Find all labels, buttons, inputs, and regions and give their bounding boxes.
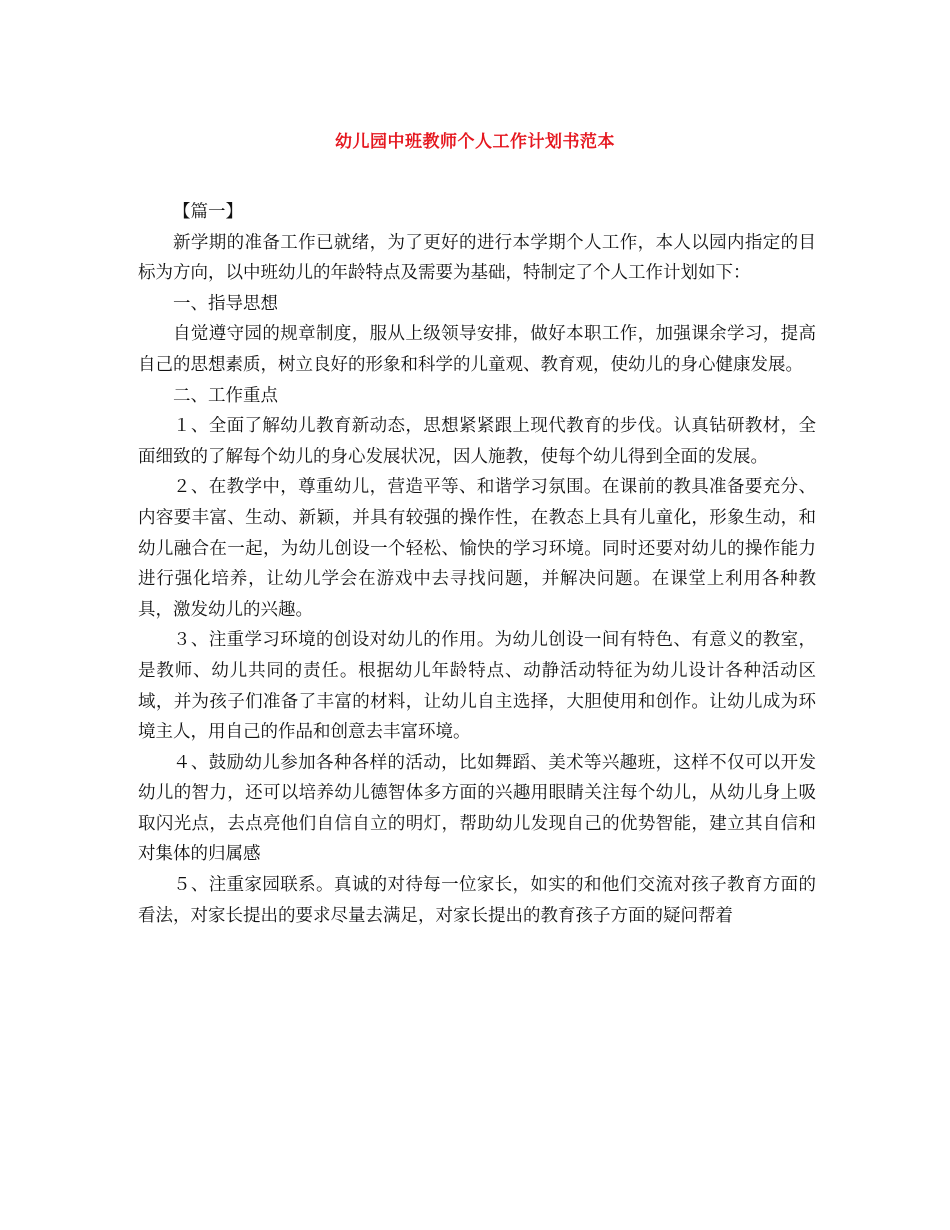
focus-item-3: ３、注重学习环境的创设对幼儿的作用。为幼儿创设一间有特色、有意义的教室，是教师、幼儿共同的责任。根据幼儿年龄特点、动静活动特征为幼儿设计各种活动区域，并为孩子们准备了丰富的材料，让幼儿自主选择，大胆使用和创作。让幼儿成为环境主人，用自己的作品和创意去丰富环境。 bbox=[138, 630, 816, 743]
heading-work-focus: 二、工作重点 bbox=[173, 385, 278, 406]
focus-item-2: ２、在教学中，尊重幼儿，营造平等、和谐学习氛围。在课前的教具准备要充分、内容要丰富、生动、新颖，并具有较强的操作性，在教态上具有儿童化，形象生动，和幼儿融合在一起，为幼儿创设一个轻松、愉快的学习环境。同时还要对幼儿的操作能力进行强化培养，让幼儿学会在游戏中去寻找问题，并解决问题。在课堂上利用各种教具，激发幼儿的兴趣。 bbox=[138, 477, 816, 620]
focus-item-5: ５、注重家园联系。真诚的对待每一位家长，如实的和他们交流对孩子教育方面的看法，对家长提出的要求尽量去满足，对家长提出的教育孩子方面的疑问帮着 bbox=[138, 875, 816, 926]
intro-paragraph: 新学期的准备工作已就绪，为了更好的进行本学期个人工作，本人以园内指定的目标为方向，以中班幼儿的年龄特点及需要为基础，特制定了个人工作计划如下： bbox=[138, 232, 816, 284]
focus-item-4: ４、鼓励幼儿参加各种各样的活动，比如舞蹈、美术等兴趣班，这样不仅可以开发幼儿的智力，还可以培养幼儿德智体多方面的兴趣用眼睛关注每个幼儿，从幼儿身上吸取闪光点，去点亮他们自信自立的明灯，帮助幼儿发现自己的优势智能，建立其自信和对集体的归属感 bbox=[138, 752, 816, 865]
focus-item-1: １、全面了解幼儿教育新动态，思想紧紧跟上现代教育的步伐。认真钻研教材，全面细致的了解每个幼儿的身心发展状况，因人施教，使每个幼儿得到全面的发展。 bbox=[138, 416, 816, 467]
paragraph-guiding-thought: 自觉遵守园的规章制度，服从上级领导安排，做好本职工作，加强课余学习，提高自己的思想素质，树立良好的形象和科学的儿童观、教育观，使幼儿的身心健康发展。 bbox=[138, 324, 816, 375]
document-title: 幼儿园中班教师个人工作计划书范本 bbox=[335, 132, 615, 152]
heading-guiding-thought: 一、指导思想 bbox=[173, 293, 278, 314]
section-label: 【篇一】 bbox=[173, 202, 243, 222]
document-body bbox=[138, 197, 816, 931]
